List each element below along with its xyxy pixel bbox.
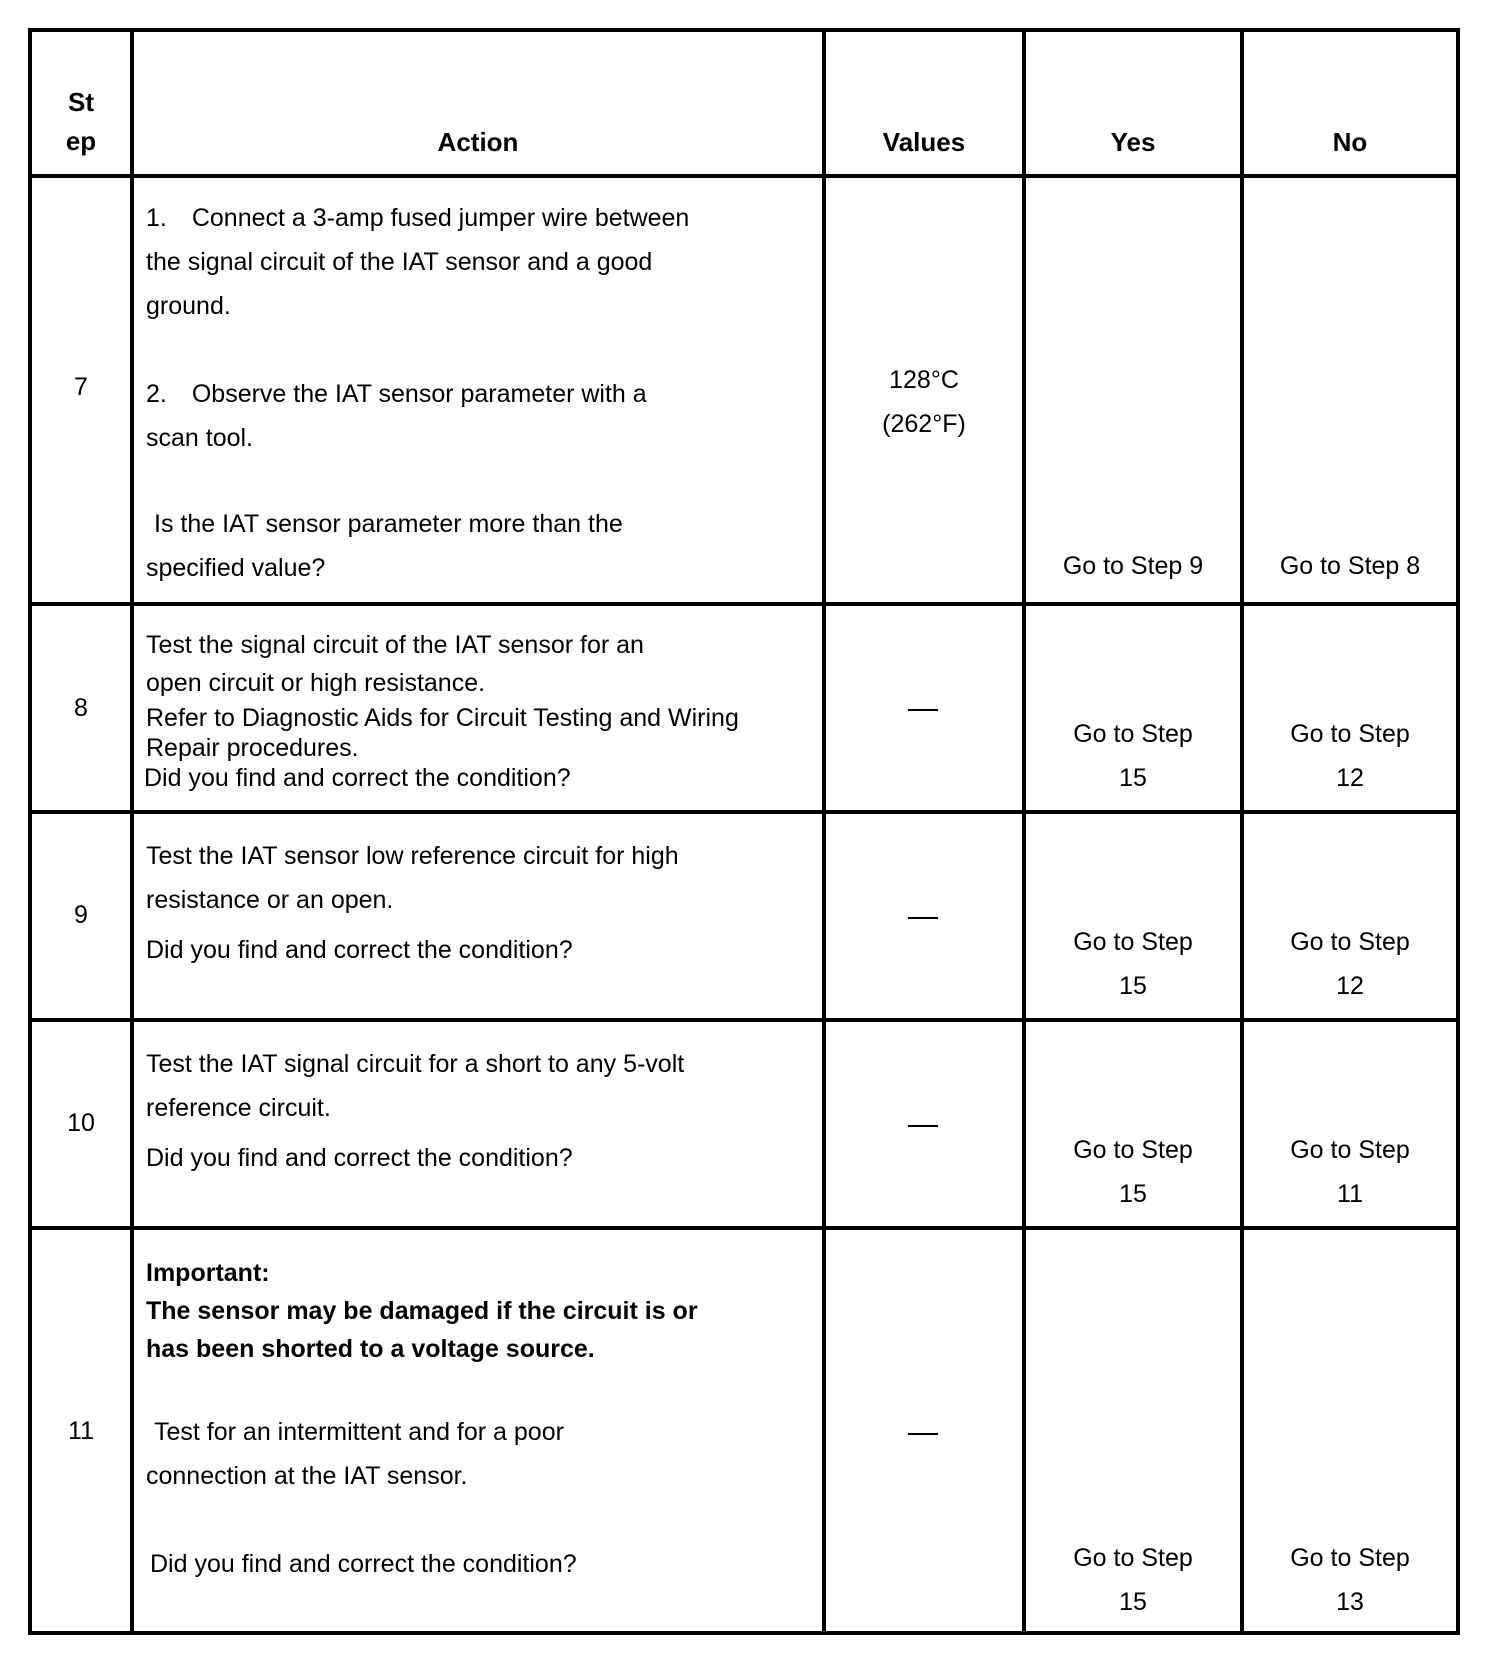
action-line: 1. Connect a 3-amp fused jumper wire between bbox=[146, 204, 690, 232]
action-line: Refer to Diagnostic Aids for Circuit Testing and Wiring bbox=[146, 704, 739, 732]
action-line: Did you find and correct the condition? bbox=[146, 936, 573, 964]
table-rule bbox=[28, 1226, 1460, 1230]
action-line: Did you find and correct the condition? bbox=[144, 764, 571, 792]
value-line: (262°F) bbox=[882, 410, 966, 438]
important-line: has been shorted to a voltage source. bbox=[146, 1335, 595, 1363]
table-rule bbox=[28, 1018, 1460, 1022]
no-link-line: Go to Step bbox=[1290, 1544, 1410, 1572]
value-line: 128°C bbox=[889, 366, 959, 394]
no-link-line: Go to Step bbox=[1290, 720, 1410, 748]
important-label: Important: bbox=[146, 1259, 270, 1287]
table-rule bbox=[28, 602, 1460, 606]
no-link bbox=[1244, 920, 1456, 1008]
table-rule bbox=[1240, 28, 1244, 1635]
table-rule bbox=[28, 28, 1460, 32]
action-line: Test the IAT signal circuit for a short to any 5-volt bbox=[146, 1050, 685, 1078]
diagnostic-table bbox=[28, 28, 1460, 1635]
action-text bbox=[146, 1042, 816, 1180]
yes-link-line: 15 bbox=[1119, 764, 1147, 792]
table-rule bbox=[28, 174, 1460, 178]
action-line: Test for an intermittent and for a poor bbox=[154, 1418, 564, 1446]
no-link-line: 13 bbox=[1336, 1588, 1364, 1616]
value-text bbox=[826, 358, 1022, 446]
action-line: 2. Observe the IAT sensor parameter with a bbox=[146, 380, 647, 408]
header-step-line1: St bbox=[68, 87, 94, 117]
table-rule bbox=[822, 28, 826, 1635]
action-line: connection at the IAT sensor. bbox=[146, 1462, 468, 1490]
yes-link bbox=[1026, 920, 1240, 1008]
yes-link-line: Go to Step bbox=[1073, 928, 1193, 956]
yes-link-line: 15 bbox=[1119, 1180, 1147, 1208]
action-line: scan tool. bbox=[146, 424, 254, 452]
no-link-line: Go to Step bbox=[1290, 1136, 1410, 1164]
action-line: ground. bbox=[146, 292, 231, 320]
step-number: 10 bbox=[67, 1109, 95, 1137]
action-text bbox=[146, 834, 816, 972]
action-line: reference circuit. bbox=[146, 1094, 331, 1122]
table-rule bbox=[28, 810, 1460, 814]
table-rule bbox=[1022, 28, 1026, 1635]
no-link-line: Go to Step bbox=[1290, 928, 1410, 956]
no-link-line: 11 bbox=[1337, 1180, 1363, 1208]
action-line: resistance or an open. bbox=[146, 886, 394, 914]
yes-link-line: Go to Step bbox=[1073, 720, 1193, 748]
action-text bbox=[146, 196, 816, 590]
yes-link-line: 15 bbox=[1119, 1588, 1147, 1616]
yes-link bbox=[1026, 1536, 1240, 1624]
no-link: Go to Step 8 bbox=[1279, 552, 1421, 580]
action-line: Did you find and correct the condition? bbox=[150, 1550, 577, 1578]
action-line: Is the IAT sensor parameter more than the bbox=[154, 510, 623, 538]
empty-value-dash bbox=[908, 1433, 938, 1435]
step-number: 9 bbox=[74, 901, 88, 929]
action-line: Test the IAT sensor low reference circuit for high bbox=[146, 842, 679, 870]
empty-value-dash bbox=[908, 917, 938, 919]
important-line: The sensor may be damaged if the circuit is or bbox=[146, 1297, 698, 1325]
no-link-line: 12 bbox=[1336, 972, 1364, 1000]
header-yes: Yes bbox=[1110, 127, 1156, 157]
empty-value-dash bbox=[908, 1125, 938, 1127]
header-action: Action bbox=[437, 127, 519, 157]
action-line: open circuit or high resistance. bbox=[146, 669, 486, 697]
yes-link bbox=[1026, 1128, 1240, 1216]
table-rule bbox=[1456, 28, 1460, 1635]
yes-link bbox=[1026, 712, 1240, 800]
no-link bbox=[1244, 712, 1456, 800]
table-rule bbox=[130, 28, 134, 1635]
empty-value-dash bbox=[908, 709, 938, 711]
action-line: Did you find and correct the condition? bbox=[146, 1144, 573, 1172]
header-step-line2: ep bbox=[65, 126, 97, 156]
table-rule bbox=[28, 1631, 1460, 1635]
yes-link-line: Go to Step bbox=[1073, 1136, 1193, 1164]
no-link bbox=[1244, 1536, 1456, 1624]
header-no: No bbox=[1332, 127, 1368, 157]
action-line: the signal circuit of the IAT sensor and a good bbox=[146, 248, 653, 276]
action-text bbox=[146, 626, 816, 794]
action-line: Test the signal circuit of the IAT sensor for an bbox=[146, 631, 644, 659]
yes-link: Go to Step 9 bbox=[1062, 552, 1204, 580]
header-values: Values bbox=[882, 127, 966, 157]
table-rule bbox=[28, 28, 32, 1635]
step-number: 8 bbox=[74, 694, 88, 722]
no-link-line: 12 bbox=[1336, 764, 1364, 792]
step-number: 7 bbox=[74, 373, 88, 401]
header-step bbox=[32, 83, 130, 161]
yes-link-line: Go to Step bbox=[1073, 1544, 1193, 1572]
action-line: Repair procedures. bbox=[146, 734, 359, 762]
action-text bbox=[146, 1254, 816, 1586]
yes-link-line: 15 bbox=[1119, 972, 1147, 1000]
no-link bbox=[1244, 1128, 1456, 1216]
step-number: 11 bbox=[68, 1417, 94, 1445]
action-line: specified value? bbox=[146, 554, 326, 582]
